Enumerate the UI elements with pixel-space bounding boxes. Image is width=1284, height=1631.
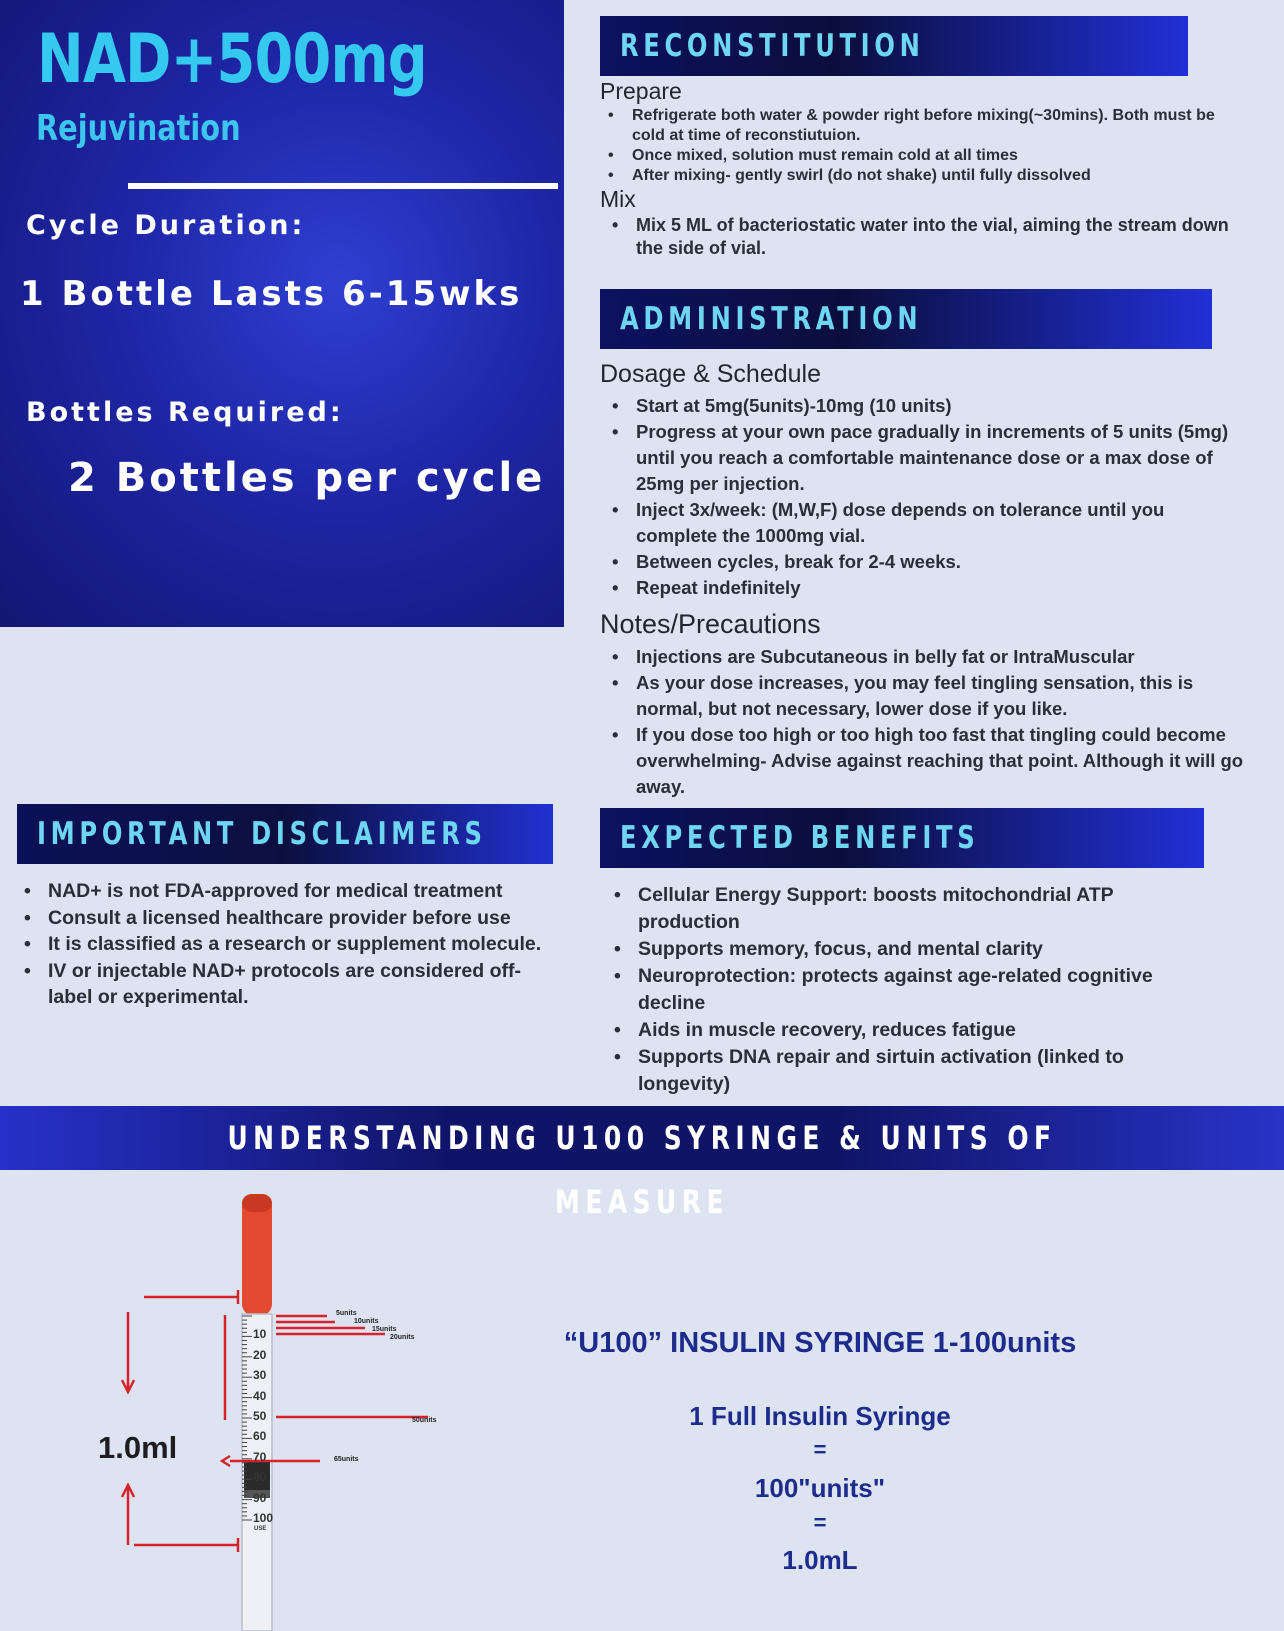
administration-title: ADMINISTRATION — [620, 301, 923, 337]
hero-divider — [128, 183, 558, 189]
list-item: • Supports memory, focus, and mental clarity — [606, 936, 1206, 963]
list-item: • Aids in muscle recovery, reduces fatigue — [606, 1017, 1206, 1044]
list-item: • Between cycles, break for 2-4 weeks. — [604, 549, 1244, 575]
notes-list — [604, 644, 1244, 800]
scale-number: 50 — [253, 1409, 267, 1423]
list-item: • Cellular Energy Support: boosts mitochondrial ATP production — [606, 882, 1206, 936]
reconstitution-header — [600, 16, 1188, 76]
list-item: • Neuroprotection: protects against age-related cognitive decline — [606, 963, 1206, 1017]
list-item: • It is classified as a research or supplement molecule. — [16, 931, 556, 958]
reconstitution-title: RECONSTITUTION — [620, 28, 925, 64]
scale-number: 90 — [253, 1490, 267, 1505]
list-item: • IV or injectable NAD+ protocols are considered off-label or experimental. — [16, 958, 556, 1011]
equals-sign: = — [813, 1437, 827, 1462]
disclaimers-list — [16, 878, 556, 1011]
list-item: • Mix 5 ML of bacteriostatic water into the vial, aiming the stream down the side of vial. — [604, 214, 1244, 260]
list-item: • Progress at your own pace gradually in increments of 5 units (5mg) until you reach a comfortable maintenance dose or a max dose of 25mg per injection. — [604, 419, 1244, 497]
benefits-list — [606, 882, 1206, 1098]
syringe-section-title: UNDERSTANDING U100 SYRINGE & UNITS OF MEASURE — [227, 1119, 1057, 1221]
prepare-list — [600, 106, 1240, 186]
notes-heading: Notes/Precautions — [600, 609, 821, 639]
syringe-heading: “U100” INSULIN SYRINGE 1-100units — [563, 1327, 1077, 1359]
list-item: • Consult a licensed healthcare provider before use — [16, 905, 556, 932]
callout-65units: 65units — [334, 1456, 359, 1463]
syringe-illustration — [90, 1180, 490, 1631]
prepare-heading: Prepare — [600, 78, 682, 104]
mix-list — [604, 214, 1244, 260]
syringe-cap — [242, 1194, 272, 1316]
syringe-line-1: 1 Full Insulin Syringe — [689, 1401, 951, 1431]
list-item: • Start at 5mg(5units)-10mg (10 units) — [604, 393, 1244, 419]
administration-header — [600, 289, 1212, 349]
volume-label: 1.0ml — [98, 1430, 178, 1465]
scale-number: 10 — [253, 1327, 267, 1342]
product-title: NAD+500mg — [37, 20, 427, 99]
list-item: • Refrigerate both water & powder right before mixing(~30mins). Both must be cold at time of reconstiutuion. — [600, 106, 1240, 146]
list-item: • NAD+ is not FDA-approved for medical treatment — [16, 878, 556, 905]
callout-20units: 20units — [390, 1334, 415, 1341]
list-item: • Injections are Subcutaneous in belly fat or IntraMuscular — [604, 644, 1244, 670]
bottles-required-label: Bottles Required: — [26, 397, 344, 428]
syringe-line-3: 1.0mL — [782, 1545, 858, 1575]
cycle-duration-value: 1 Bottle Lasts 6-15wks — [20, 274, 523, 314]
scale-number: 100 — [253, 1511, 274, 1525]
list-item: • Supports DNA repair and sirtuin activation (linked to longevity) — [606, 1044, 1206, 1098]
disclaimers-header — [17, 804, 553, 864]
scale-number: 20 — [253, 1347, 267, 1362]
scale-number: 30 — [253, 1368, 267, 1383]
list-item: • Repeat indefinitely — [604, 575, 1244, 601]
scale-number: 80 — [253, 1470, 267, 1485]
callout-5units: 5units — [336, 1310, 357, 1317]
scale-unit: USE — [254, 1526, 267, 1532]
dosage-heading: Dosage & Schedule — [600, 360, 821, 388]
dosage-list — [604, 393, 1244, 601]
scale-number: 40 — [253, 1388, 267, 1403]
scale-number: 70 — [253, 1449, 267, 1464]
bottles-required-value: 2 Bottles per cycle — [68, 455, 546, 501]
cycle-duration-label: Cycle Duration: — [26, 210, 306, 241]
list-item: • If you dose too high or too high too fast that tingling could become overwhelming- Advise against reaching that point. Although it will go away. — [604, 722, 1244, 800]
equals-sign: = — [813, 1510, 827, 1535]
list-item: • Once mixed, solution must remain cold at all times — [600, 146, 1240, 166]
disclaimers-title: IMPORTANT DISCLAIMERS — [37, 816, 487, 852]
callout-50units: 50units — [412, 1417, 437, 1424]
list-item: • Inject 3x/week: (M,W,F) dose depends on tolerance until you complete the 1000mg vial. — [604, 497, 1244, 549]
product-subtitle: Rejuvination — [36, 108, 241, 149]
callout-10units: 10units — [354, 1318, 379, 1325]
list-item: • As your dose increases, you may feel tingling sensation, this is normal, but not necessary, lower dose if you like. — [604, 670, 1244, 722]
benefits-title: EXPECTED BENEFITS — [620, 820, 980, 856]
syringe-line-2: 100"units" — [754, 1473, 886, 1503]
callout-15units: 15units — [372, 1326, 397, 1333]
scale-number: 60 — [253, 1429, 267, 1444]
hero-panel — [0, 0, 564, 627]
syringe-section-header — [0, 1106, 1284, 1221]
mix-heading: Mix — [600, 186, 636, 212]
list-item: • After mixing- gently swirl (do not shake) until fully dissolved — [600, 166, 1240, 186]
benefits-header — [600, 808, 1204, 868]
